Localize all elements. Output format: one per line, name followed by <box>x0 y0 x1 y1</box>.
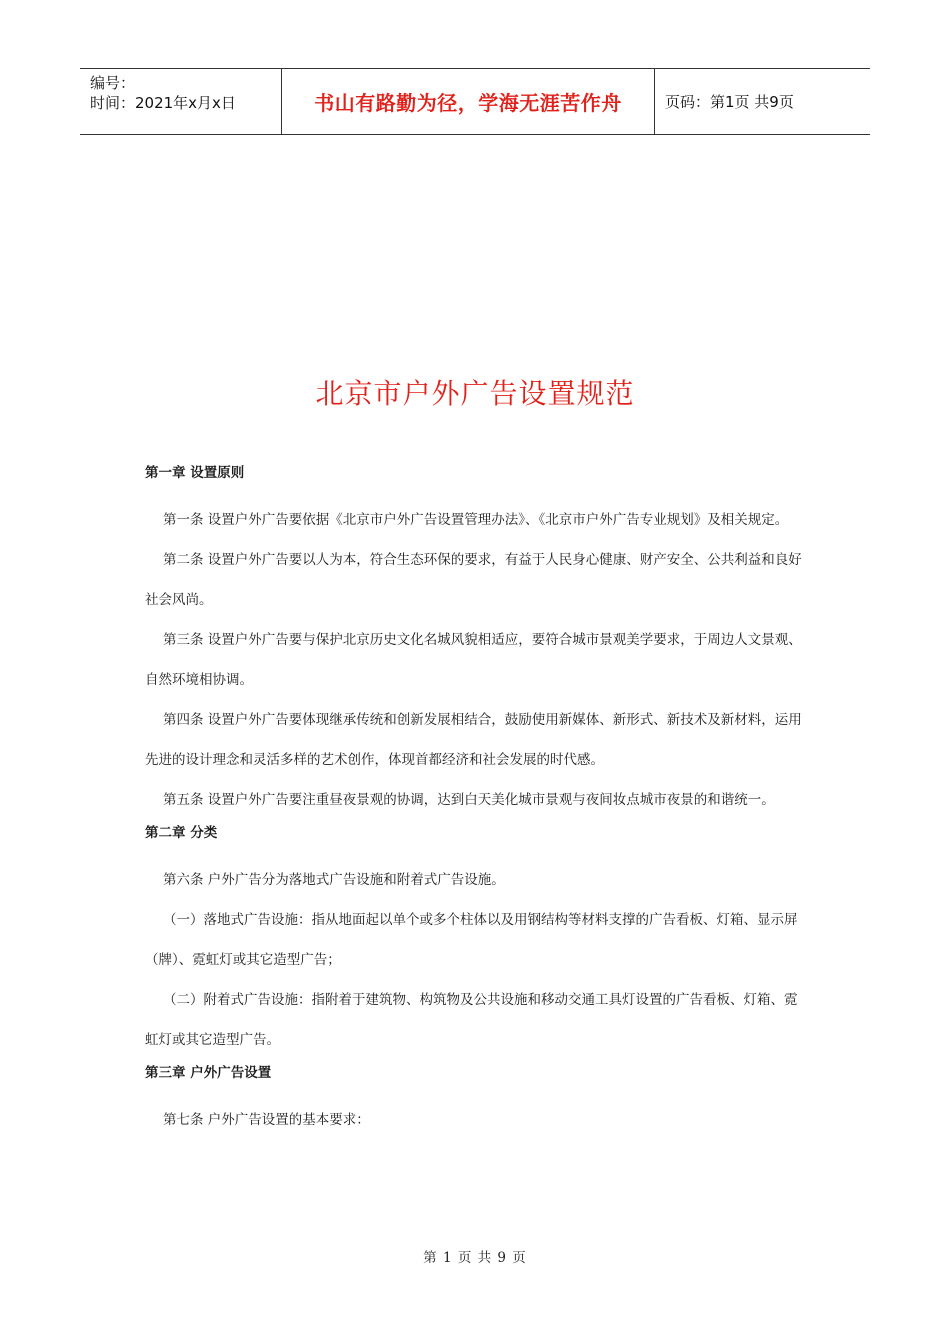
page-footer: 第 1 页 共 9 页 <box>423 1250 527 1266</box>
document-title: 北京市户外广告设置规范 <box>315 377 635 410</box>
article-paragraph: 第四条 设置户外广告要体现继承传统和创新发展相结合，鼓励使用新媒体、新形式、新技术及新材料，运用先进的设计理念和灵活多样的艺术创作，体现首都经济和社会发展的时代感。 <box>145 712 802 768</box>
chapter-heading: 第三章 户外广告设置 <box>145 1065 272 1081</box>
article-paragraph: （一）落地式广告设施：指从地面起以单个或多个柱体以及用钢结构等材料支撑的广告看板、灯箱、显示屏（牌）、霓虹灯或其它造型广告； <box>145 912 798 968</box>
article-paragraph: 第五条 设置户外广告要注重昼夜景观的协调，达到白天美化城市景观与夜间妆点城市夜景的和谐统一。 <box>163 792 775 808</box>
header-meta <box>80 69 282 134</box>
article-paragraph: （二）附着式广告设施：指附着于建筑物、构筑物及公共设施和移动交通工具灯设置的广告看板、灯箱、霓虹灯或其它造型广告。 <box>145 992 798 1048</box>
header-page-info: 页码：第1页 共9页 <box>665 93 794 111</box>
page-header <box>80 68 870 135</box>
article-paragraph: 第三条 设置户外广告要与保护北京历史文化名城风貌相适应，要符合城市景观美学要求，于周边人文景观、自然环境相协调。 <box>145 632 802 688</box>
chapter-heading: 第二章 分类 <box>145 825 218 841</box>
article-paragraph: 第六条 户外广告分为落地式广告设施和附着式广告设施。 <box>163 872 505 888</box>
article-paragraph: 第一条 设置户外广告要依据《北京市户外广告设置管理办法》、《北京市户外广告专业规划》及相关规定。 <box>163 512 789 528</box>
article-paragraph: 第二条 设置户外广告要以人为本，符合生态环保的要求，有益于人民身心健康、财产安全、公共利益和良好社会风尚。 <box>145 552 802 608</box>
chapter-heading: 第一章 设置原则 <box>145 465 245 481</box>
header-motto: 书山有路勤为径，学海无涯苦作舟 <box>282 69 655 134</box>
article-paragraph: 第七条 户外广告设置的基本要求： <box>163 1112 370 1128</box>
number-label: 编号： <box>90 74 136 92</box>
time-label: 时间：2021年x月x日 <box>90 94 236 112</box>
document-body <box>145 460 810 1140</box>
